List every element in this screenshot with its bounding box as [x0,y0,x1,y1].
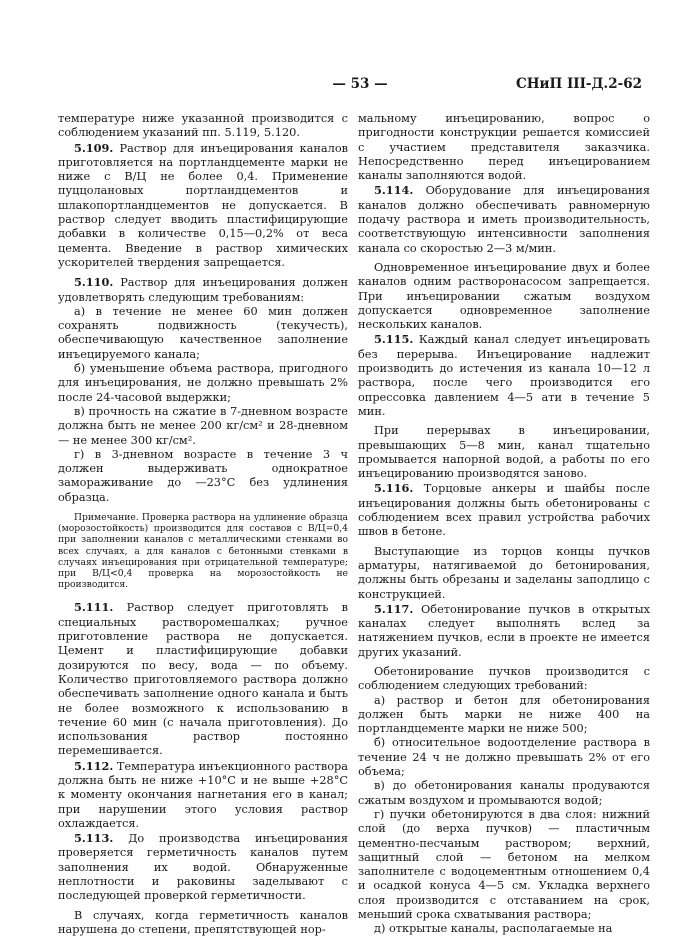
section-number: 5.111. [74,600,114,615]
section-5-113 [58,831,348,903]
list-item: а) раствор и бетон для обетонирования должен быть марки не ниже 400 на портландцементе марки не ниже 500; [358,693,650,736]
section-text: Оборудование для инъецирования каналов должно обеспечивать равномерную подачу раствора и иметь производительность, соответствующую интенсивности заполнения канала со скоростью 2—3 м/мин. [358,184,651,255]
list-item: д) открытые каналы, располагаемые на [374,922,613,936]
paragraph: Обетонирование пучков производится с соблюдением следующих требований: [358,664,650,693]
section-text: Торцовые анкеры и шайбы после инъецирования должны быть обетонированы с соблюдением всех правил устройства рабочих швов в бетоне. [358,482,650,539]
section-number: 5.109. [74,140,114,155]
section-text: Температура инъекционного раствора должна быть не ниже +10°С и не выше +28°С к моменту окончания нагнетания его в канал; при нарушении этого условия раствор охлаждается. [58,759,349,830]
section-5-116 [358,481,650,539]
paragraph: температуре ниже указанной производится с соблюдением указаний пп. 5.119, 5.120. [58,112,348,140]
section-text: Обетонирование пучков в открытых каналах следует выполнять вслед за натяжением пучков, если в проекте не имеется других указаний. [358,602,650,659]
document-code: СНиП III-Д.2-62 [516,76,642,92]
list-item: в) до обетонирования каналы продуваются сжатым воздухом и промываются водой; [358,779,650,807]
section-5-112 [58,759,348,831]
section-number: 5.116. [374,481,414,496]
right-column [358,112,650,937]
paragraph: В случаях, когда герметичность каналов нарушена до степени, препятствующей нор- [58,908,348,936]
list-item: б) уменьшение объема раствора, пригодного для инъецирования, не должно превышать 2% после 24-часовой выдержки; [58,362,348,404]
section-5-109 [58,141,348,271]
note: Примечание. Проверка раствора на удлинение образца (морозостойкость) производится для составов с В/Ц=0,4 при заполнении каналов с металлическими стенками во всех случаях, а для каналов с бетонными стенками в случаях инъецирования при отрицательной температуре; при В/Ц<0,4 проверка на морозостойкость не производится. [58,512,348,591]
list-item: а) в течение не менее 60 мин должен сохранять подвижность (текучесть), обеспечивающую качественное заполнение инъецируемого канала; [58,304,348,361]
list-item: г) в 3-дневном возрасте в течение 3 ч должен выдерживать однократное замораживание до —23°С без удлинения образца. [58,447,348,504]
list-item: б) относительное водоотделение раствора в течение 24 ч не должно превышать 2% от его объема; [358,736,650,779]
section-5-115 [358,332,650,419]
paragraph: Одновременное инъецирование двух и более каналов одним растворонасосом запрещается. При инъецировании сжатым воздухом допускается одновременное заполнение нескольких каналов. [358,260,650,332]
left-column [58,112,348,937]
paragraph: Выступающие из торцов концы пучков арматуры, натягиваемой до бетонирования, должны быть обрезаны и заделаны заподлицо с конструкцией. [358,544,650,601]
section-text: До производства инъецирования проверяется герметичность каналов путем заполнения их водой. Обнаруженные неплотности и раковины заделывают с последующей проверкой герметичности. [58,832,348,903]
paragraph: мальному инъецированию, вопрос о пригодности конструкции решается комиссией с участием представителя заказчика. Непосредственно перед инъецированием каналы заполняются водой. [358,112,650,183]
section-5-117 [358,602,650,660]
list-item: г) пучки обетонируются в два слоя: нижний слой (до верха пучков) — пластичным цементно-песчаным раствором; верхний, защитный слой — бетоном на мелком заполнителе с водоцементным отношением 0,4 и осадкой конуса 4—5 см. Укладка верхнего слоя производится с отставанием на срок, меньший срока схватывания раствора; [358,807,650,922]
section-number: 5.110. [74,275,114,290]
section-5-110 [58,275,348,305]
list-item: в) прочность на сжатие в 7-дневном возрасте должна быть не менее 200 кг/см² и 28-дневном — не менее 300 кг/см². [58,404,348,447]
section-text: Раствор для инъецирования должен удовлетворять следующим требованиям: [58,276,348,304]
paragraph: При перерывах в инъецировании, превышающих 5—8 мин, канал тщательно промывается напорной водой, а работы по его инъецированию производятся заново. [358,424,650,481]
section-text: Раствор для инъецирования каналов приготовляется на портландцементе марки не ниже с В/Ц не более 0,4. Применение пуццолановых портландцементов и шлакопортландцементов не допускается. В раствор следует вводить пластифицирующие добавки в количестве 0,15—0,2% от веса цемента. Введение в раствор химических ускорителей твердения запрещается. [58,141,348,269]
section-number: 5.115. [374,332,414,347]
section-number: 5.117. [374,601,414,616]
section-text: Раствор следует приготовлять в специальных растворомешалках; ручное приготовление раствора не допускается. Цемент и пластифицирующие добавки дозируются по весу, вода — по объему. Количество приготовляемого раствора должно обеспечивать заполнение одного канала и быть не более возможного к использованию в течение 60 мин (с начала приготовления). До использования раствор постоянно перемешивается. [58,601,348,758]
section-number: 5.114. [374,183,414,198]
page-number: — 53 — [332,76,388,92]
section-number: 5.113. [74,831,114,846]
section-5-111 [58,600,348,758]
section-text: Каждый канал следует инъецировать без перерыва. Инъецирование надлежит производить до истечения из канала 10—12 л раствора, после чего производится его опрессовка давлением 4—5 ати в течение 5 мин. [358,333,650,418]
section-number: 5.112. [74,758,114,773]
section-5-114 [358,183,650,255]
